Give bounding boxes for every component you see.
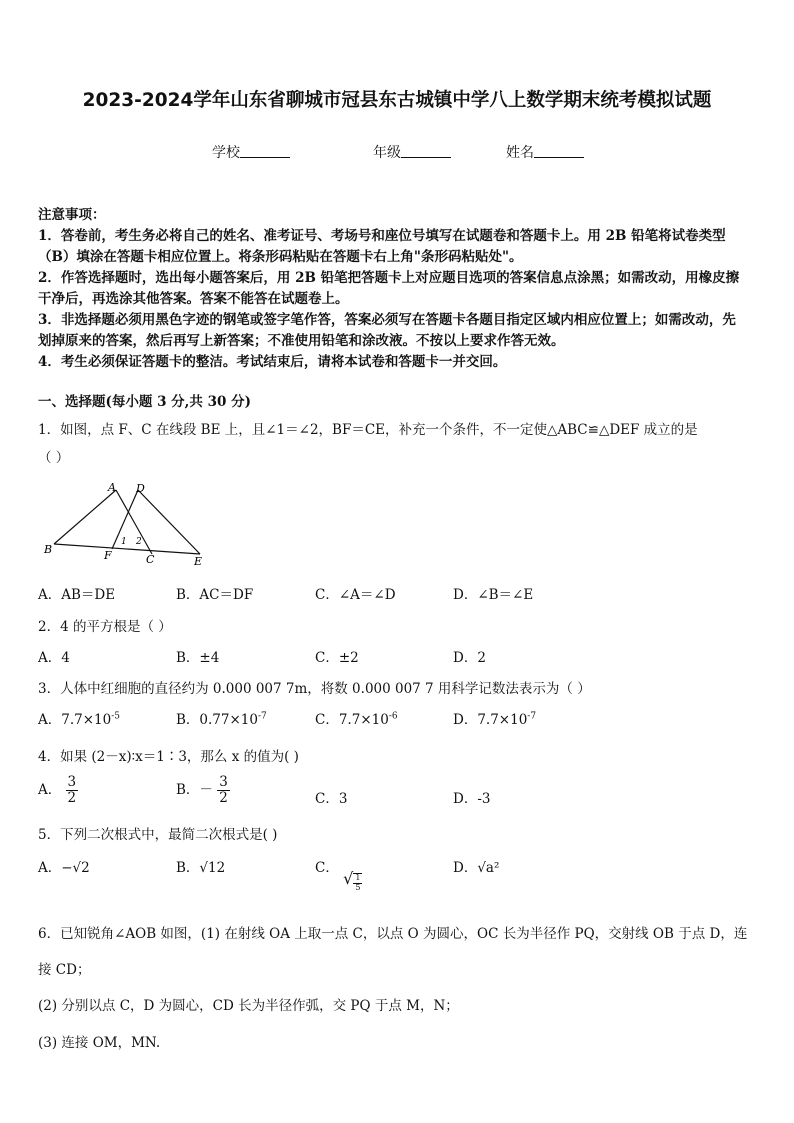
notice-line: 2．作答选择题时，选出每小题答案后，用 2B 铅笔把答题卡上对应题目选项的答案信息点涂黑；如需改动，用橡皮擦 bbox=[38, 270, 740, 286]
option-base: 0.77×10 bbox=[199, 712, 258, 728]
section-heading: 一、选择题(每小题 3 分,共 30 分) bbox=[38, 394, 251, 410]
option-prefix: D． bbox=[453, 712, 478, 728]
q2-option-d[interactable]: D．2 bbox=[453, 650, 486, 666]
option-prefix: B． bbox=[176, 712, 200, 728]
q3-option-a[interactable] bbox=[38, 708, 120, 728]
q1-option-a[interactable]: A．AB＝DE bbox=[38, 587, 116, 603]
q3-option-b[interactable] bbox=[176, 708, 267, 728]
fraction-numerator: 1 bbox=[355, 872, 361, 882]
q1-option-c[interactable]: C．∠A＝∠D bbox=[315, 587, 396, 603]
fraction-numerator: 3 bbox=[219, 774, 228, 790]
label-a: A bbox=[108, 481, 116, 494]
grade-field bbox=[373, 142, 451, 162]
q6-line: 接 CD； bbox=[38, 962, 91, 978]
fraction bbox=[66, 775, 79, 806]
q3-option-c[interactable] bbox=[315, 708, 398, 728]
notice-line: 4．考生必须保证答题卡的整洁。考试结束后，请将本试卷和答题卡一并交回。 bbox=[38, 354, 507, 370]
option-prefix: B． bbox=[176, 860, 200, 876]
option-prefix: C． bbox=[315, 712, 339, 728]
q4-option-d[interactable]: D．-3 bbox=[453, 791, 491, 807]
name-label: 姓名 bbox=[506, 145, 534, 161]
school-field bbox=[212, 142, 290, 162]
school-blank[interactable] bbox=[240, 143, 290, 158]
label-angle-2: 2 bbox=[136, 537, 142, 547]
q3-stem: 3．人体中红细胞的直径约为 0.000 007 7m，将数 0.000 007 7 用科学记数法表示为（ ） bbox=[38, 681, 591, 697]
fraction-denominator: 2 bbox=[219, 789, 228, 806]
notice-line: 3．非选择题必须用黑色字迹的钢笔或签字笔作答，答案必须写在答题卡各题目指定区域内相应位置上；如需改动，先 bbox=[38, 312, 736, 328]
school-label: 学校 bbox=[212, 145, 240, 161]
q1-option-d[interactable]: D．∠B＝∠E bbox=[453, 587, 534, 603]
fraction bbox=[217, 775, 230, 806]
notice-heading: 注意事项： bbox=[38, 207, 106, 223]
q4-option-a[interactable] bbox=[38, 775, 78, 806]
option-exponent: -5 bbox=[111, 711, 120, 722]
name-field bbox=[506, 142, 584, 162]
q5-option-d[interactable] bbox=[453, 856, 499, 876]
radical-sign: √ bbox=[343, 869, 354, 888]
option-base: 7.7×10 bbox=[477, 712, 528, 728]
q6-line: 6．已知锐角∠AOB 如图，(1) 在射线 OA 上取一点 C，以点 O 为圆心，OC 长为半径作 PQ，交射线 OB 于点 D，连 bbox=[38, 926, 748, 942]
option-exponent: -7 bbox=[257, 711, 267, 722]
option-radical: √a² bbox=[477, 860, 500, 876]
fraction-numerator: 3 bbox=[67, 774, 77, 790]
q5-option-a[interactable] bbox=[38, 856, 90, 876]
label-angle-1: 1 bbox=[121, 537, 127, 547]
q5-stem: 5．下列二次根式中，最简二次根式是( ) bbox=[38, 827, 278, 843]
fraction-denominator: 2 bbox=[67, 789, 77, 806]
notice-line: 干净后，再选涂其他答案。答案不能答在试题卷上。 bbox=[38, 291, 349, 307]
grade-blank[interactable] bbox=[401, 143, 451, 158]
option-prefix: A． bbox=[38, 860, 62, 876]
segment-be bbox=[54, 544, 200, 554]
q5-option-c[interactable] bbox=[315, 856, 362, 892]
label-e: E bbox=[194, 555, 203, 568]
fraction bbox=[353, 873, 362, 893]
option-prefix: A． bbox=[38, 781, 62, 798]
q4-option-b[interactable] bbox=[176, 775, 230, 806]
option-radical: √12 bbox=[199, 860, 226, 876]
q4-option-c[interactable]: C．3 bbox=[315, 791, 348, 807]
label-f: F bbox=[104, 549, 112, 562]
q1-triangle-figure bbox=[40, 478, 220, 570]
q1-option-b[interactable]: B．AC＝DF bbox=[176, 587, 254, 603]
segment-ab bbox=[54, 490, 116, 544]
q2-option-c[interactable]: C．±2 bbox=[315, 650, 359, 666]
notice-line: 1．答卷前，考生务必将自己的姓名、准考证号、考场号和座位号填写在试题卷和答题卡上。用 2B 铅笔将试卷类型 bbox=[38, 228, 726, 244]
q4-stem: 4．如果 (2－x)∶x＝1∶3，那么 x 的值为( ) bbox=[38, 749, 299, 765]
name-blank[interactable] bbox=[534, 143, 584, 158]
grade-label: 年级 bbox=[373, 145, 401, 161]
option-base: 7.7×10 bbox=[338, 712, 389, 728]
segment-de bbox=[138, 490, 200, 554]
notice-line: （B）填涂在答题卡相应位置上。将条形码粘贴在答题卡右上角"条形码粘贴处"。 bbox=[38, 249, 523, 265]
option-base: 7.7×10 bbox=[61, 712, 112, 728]
q1-stem: 1．如图，点 F、C 在线段 BE 上，且∠1＝∠2，BF＝CE，补充一个条件，不一定使△ABC≌△DEF 成立的是 bbox=[38, 422, 698, 438]
fraction-denominator: 5 bbox=[355, 882, 361, 892]
option-exponent: -7 bbox=[527, 711, 537, 722]
q1-blank: （ ） bbox=[38, 450, 70, 466]
option-radical: −√2 bbox=[61, 860, 90, 876]
option-prefix: C． bbox=[315, 860, 339, 876]
exam-title: 2023-2024学年山东省聊城市冠县东古城镇中学八上数学期末统考模拟试题 bbox=[82, 90, 712, 111]
q6-line: (3) 连接 OM，MN. bbox=[38, 1035, 161, 1051]
q2-stem: 2．4 的平方根是（ ） bbox=[38, 619, 172, 635]
q3-option-d[interactable] bbox=[453, 708, 536, 728]
q6-line: (2) 分别以点 C，D 为圆心，CD 长为半径作弧，交 PQ 于点 M，N； bbox=[38, 998, 459, 1014]
q2-option-a[interactable]: A．4 bbox=[38, 650, 70, 666]
option-exponent: -6 bbox=[388, 711, 398, 722]
q5-option-b[interactable] bbox=[176, 856, 225, 876]
q2-option-b[interactable]: B．±4 bbox=[176, 650, 220, 666]
option-prefix: B．－ bbox=[176, 781, 213, 798]
option-prefix: D． bbox=[453, 860, 478, 876]
notice-line: 划掉原来的答案，然后再写上新答案；不准使用铅笔和涂改液。不按以上要求作答无效。 bbox=[38, 333, 565, 349]
option-prefix: A． bbox=[38, 712, 62, 728]
label-b: B bbox=[44, 543, 53, 556]
label-c: C bbox=[146, 553, 155, 566]
label-d: D bbox=[136, 482, 145, 495]
